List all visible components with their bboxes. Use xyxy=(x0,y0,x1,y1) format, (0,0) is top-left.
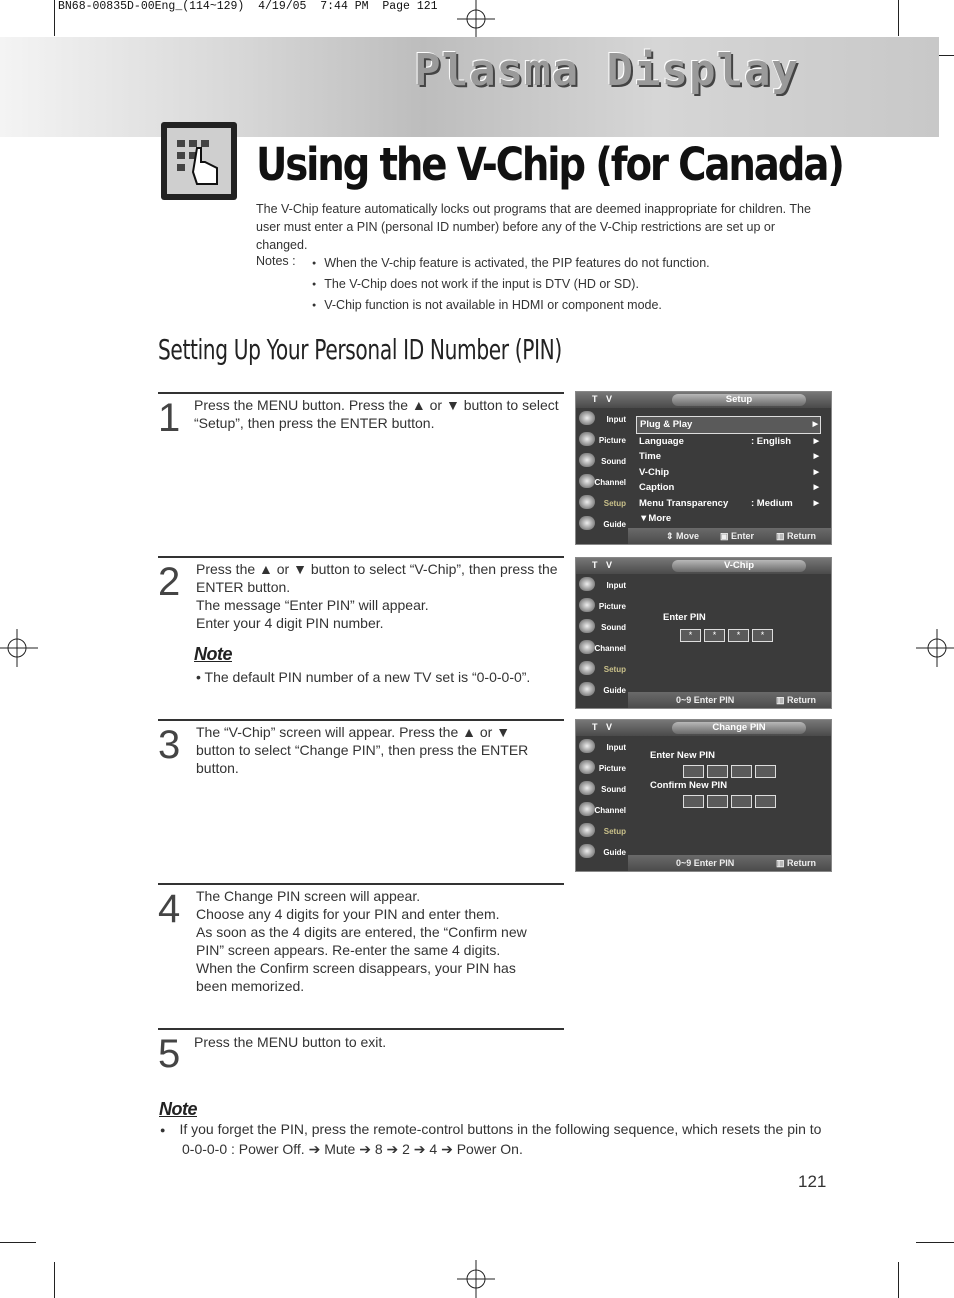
step-text: The Change PIN screen will appear. Choose any 4 digits for your PIN and enter them. As soon as the 4 digits are entered, the “Confirm new PIN” screen appears. Re-enter the same 4 digits. When the Confirm screen disappears, your PIN has been memorized. xyxy=(196,888,527,994)
return-hint: ▥ Return xyxy=(776,858,817,868)
note-text-content: If you forget the PIN, press the remote-control buttons in the following sequence, which resets the pin to 0-0-0-0 : Power Off. ➔ Mute ➔ 8 ➔ 2 ➔ 4 ➔ Power On. xyxy=(179,1121,822,1157)
sidebar-item-channel: Channel xyxy=(576,637,628,658)
list-item: ● The V-Chip does not work if the input is DTV (HD or SD). xyxy=(312,275,710,296)
screen-sidebar xyxy=(576,408,628,534)
return-hint: ▥ Return xyxy=(776,531,817,541)
menu-item-time: Time ▶ xyxy=(639,451,819,462)
enter-pin-hint: 0~9 Enter PIN xyxy=(676,858,735,868)
pin-digit-box: * xyxy=(728,629,749,642)
sidebar-item-picture: Picture xyxy=(576,429,628,450)
notes-list xyxy=(312,254,710,317)
divider xyxy=(158,883,564,885)
step-number: 3 xyxy=(158,723,181,767)
screen-footer xyxy=(628,855,831,871)
page-title: Using the V-Chip (for Canada) xyxy=(256,138,843,191)
sidebar-item-input: Input xyxy=(576,408,628,429)
step-text: The “V-Chip” screen will appear. Press the ▲ or ▼ button to select “Change PIN”, then press the ENTER button. xyxy=(196,724,529,776)
registration-mark-icon xyxy=(0,629,38,667)
crop-mark xyxy=(898,1262,899,1298)
note-heading: Note xyxy=(159,1099,197,1119)
sidebar-item-setup: Setup xyxy=(576,820,628,841)
hand-pointer-icon xyxy=(161,122,237,200)
sidebar-item-setup: Setup xyxy=(576,658,628,679)
sidebar-item-input: Input xyxy=(576,736,628,757)
sidebar-item-sound: Sound xyxy=(576,616,628,637)
menu-item-more: ▼More xyxy=(639,513,672,524)
pin-digit-box xyxy=(755,765,776,778)
step-text: Press the ▲ or ▼ button to select “V-Chip”, then press the ENTER button. The message “Enter PIN” will appear. Enter your 4 digit PIN number. xyxy=(196,561,558,631)
screen-footer xyxy=(628,692,831,708)
crop-mark xyxy=(54,0,55,36)
pin-digit-box: * xyxy=(752,629,773,642)
menu-item-caption: Caption ▶ xyxy=(639,482,819,493)
pin-digit-box xyxy=(707,765,728,778)
return-hint: ▥ Return xyxy=(776,695,817,705)
crop-mark xyxy=(916,1242,954,1243)
pin-digit-box: * xyxy=(704,629,725,642)
note-heading: Note xyxy=(194,644,232,664)
divider xyxy=(158,1028,564,1030)
crop-mark xyxy=(54,1262,55,1298)
note-text-content: The default PIN number of a new TV set is “0-0-0-0”. xyxy=(204,669,531,685)
step-number: 5 xyxy=(158,1032,181,1076)
screen-tv-label: T V xyxy=(592,722,616,732)
setup-menu xyxy=(636,416,821,527)
section-title: Setting Up Your Personal ID Number (PIN) xyxy=(158,333,562,366)
registration-mark-icon xyxy=(457,0,495,38)
note-text: ● If you forget the PIN, press the remote-control buttons in the following sequence, which resets the pin to 0-0-0-0 : Power Off. ➔ Mute ➔ 8 ➔ 2 ➔ 4 ➔ Power On. xyxy=(160,1121,822,1157)
pin-digit-box xyxy=(683,765,704,778)
screen-title: Change PIN xyxy=(672,722,806,734)
page-number: 121 xyxy=(798,1172,827,1191)
screen-title: V-Chip xyxy=(672,560,806,572)
sidebar-item-guide: Guide xyxy=(576,679,628,700)
pin-digit-box xyxy=(755,795,776,808)
crop-mark xyxy=(898,0,899,36)
pin-digit-box xyxy=(731,795,752,808)
header-banner xyxy=(0,37,939,137)
screen-tv-label: T V xyxy=(592,394,616,404)
pin-digit-box: * xyxy=(680,629,701,642)
screen-sidebar xyxy=(576,574,628,700)
divider xyxy=(158,392,564,394)
divider xyxy=(158,719,564,721)
screen-title: Setup xyxy=(672,394,806,406)
menu-item-v-chip: V-Chip ▶ xyxy=(639,466,819,478)
confirm-new-pin-label: Confirm New PIN xyxy=(650,780,728,791)
sidebar-item-guide: Guide xyxy=(576,841,628,862)
banner-title: Plasma Display xyxy=(414,45,799,96)
step-text: Press the MENU button. Press the ▲ or ▼ button to select “Setup”, then press the ENTER button. xyxy=(194,397,559,431)
list-item: ● V-Chip function is not available in HDMI or component mode. xyxy=(312,296,710,317)
sidebar-item-picture: Picture xyxy=(576,595,628,616)
pin-digit-box xyxy=(683,795,704,808)
step-text: Press the MENU button to exit. xyxy=(194,1034,387,1050)
menu-item-menu-transparency: Menu Transparency : Medium ▶ xyxy=(639,497,819,509)
enter-pin-label: Enter PIN xyxy=(663,612,706,623)
sidebar-item-channel: Channel xyxy=(576,799,628,820)
sidebar-item-guide: Guide xyxy=(576,513,628,534)
sidebar-item-picture: Picture xyxy=(576,757,628,778)
tv-screen-v-chip xyxy=(575,557,832,709)
sidebar-item-sound: Sound xyxy=(576,450,628,471)
menu-item-plug-play: Plug & Play ▶ xyxy=(636,416,821,434)
move-hint: ⇕ Move xyxy=(666,531,700,541)
step-number: 4 xyxy=(158,887,181,931)
divider xyxy=(158,556,564,558)
sidebar-item-input: Input xyxy=(576,574,628,595)
pin-digit-box xyxy=(707,795,728,808)
note-text: • The default PIN number of a new TV set is “0-0-0-0”. xyxy=(196,669,531,685)
screen-sidebar xyxy=(576,736,628,862)
tv-screen-change-pin xyxy=(575,719,832,872)
registration-mark-icon xyxy=(457,1260,495,1298)
intro-paragraph: The V-Chip feature automatically locks out programs that are deemed inappropriate for children. The user must enter a PIN (personal ID number) before any of the V-Chip restrictions are set up or changed. xyxy=(256,202,811,252)
sidebar-item-sound: Sound xyxy=(576,778,628,799)
notes-label: Notes : xyxy=(256,254,296,268)
enter-pin-hint: 0~9 Enter PIN xyxy=(676,695,735,705)
registration-mark-icon xyxy=(916,629,954,667)
enter-hint: ▣ Enter xyxy=(720,531,755,541)
tv-screen-setup xyxy=(575,391,832,545)
sidebar-item-setup: Setup xyxy=(576,492,628,513)
menu-item-language: Language : English ▶ xyxy=(639,435,819,447)
enter-new-pin-label: Enter New PIN xyxy=(650,750,715,761)
screen-footer xyxy=(628,528,831,544)
screen-tv-label: T V xyxy=(592,560,616,570)
step-number: 1 xyxy=(158,396,181,440)
step-number: 2 xyxy=(158,560,181,604)
list-item: ● When the V-chip feature is activated, the PIP features do not function. xyxy=(312,254,710,275)
pin-digit-box xyxy=(731,765,752,778)
print-slug: BN68-00835D-00Eng_(114~129) 4/19/05 7:44 PM Page 121 xyxy=(58,0,438,13)
crop-mark xyxy=(0,1242,36,1243)
sidebar-item-channel: Channel xyxy=(576,471,628,492)
